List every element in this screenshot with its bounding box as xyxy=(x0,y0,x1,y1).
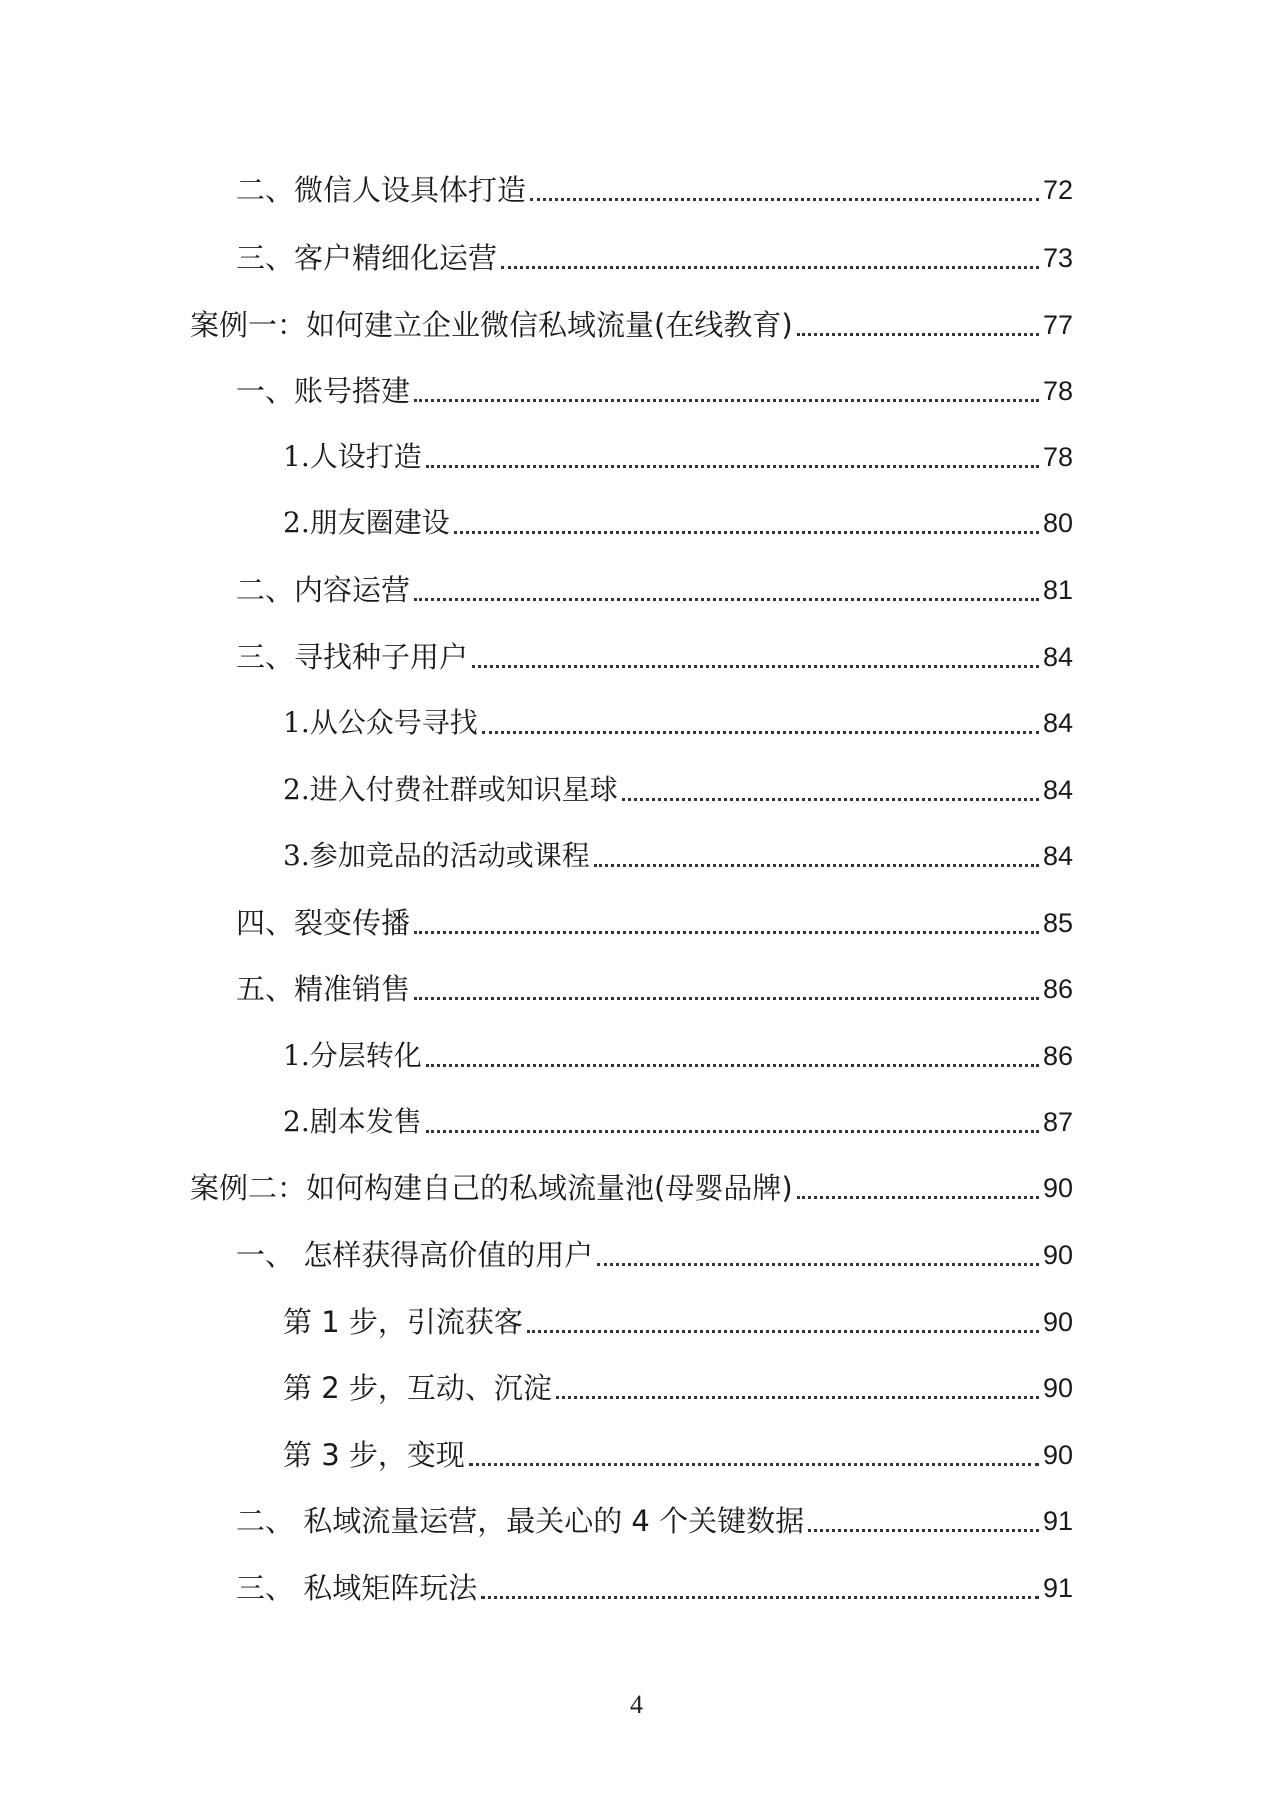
toc-entry-title: 四、裂变传播 xyxy=(236,906,411,940)
dot-leader xyxy=(530,198,1039,201)
toc-entry-title: 三、 私域矩阵玩法 xyxy=(236,1571,478,1605)
toc-entry-page: 73 xyxy=(1042,243,1073,273)
toc-entry[interactable] xyxy=(236,969,1073,1009)
dot-leader xyxy=(594,864,1039,867)
dot-leader xyxy=(472,665,1039,668)
toc-entry[interactable] xyxy=(283,437,1073,477)
toc-entry-title: 2.剧本发售 xyxy=(283,1105,422,1138)
toc-entry-page: 84 xyxy=(1042,708,1073,738)
toc-entry-title: 二、微信人设具体打造 xyxy=(236,173,527,207)
dot-leader xyxy=(426,1064,1039,1067)
dot-leader xyxy=(808,1529,1039,1532)
dot-leader xyxy=(414,598,1039,601)
toc-entry-page: 90 xyxy=(1042,1440,1073,1470)
dot-leader xyxy=(481,1596,1039,1599)
dot-leader xyxy=(426,1130,1039,1133)
toc-entry-title: 二、 私域流量运营，最关心的 4 个关键数据 xyxy=(236,1504,805,1538)
toc-entry-title: 1.人设打造 xyxy=(283,440,422,473)
toc-entry-title: 第 2 步，互动、沉淀 xyxy=(283,1371,552,1405)
toc-entry[interactable] xyxy=(236,1235,1073,1275)
toc-entry[interactable] xyxy=(236,371,1073,411)
toc-entry[interactable] xyxy=(283,703,1073,743)
dot-leader xyxy=(501,266,1039,269)
toc-entry[interactable] xyxy=(190,1168,1073,1208)
toc-entry[interactable] xyxy=(236,570,1073,610)
toc-entry[interactable] xyxy=(236,1568,1073,1608)
toc-entry-title: 2.朋友圈建设 xyxy=(283,506,450,539)
toc-entry-page: 86 xyxy=(1042,1041,1073,1071)
toc-entry[interactable] xyxy=(236,170,1073,210)
toc-entry-page: 91 xyxy=(1042,1506,1073,1536)
toc-entry-page: 78 xyxy=(1042,376,1073,406)
dot-leader xyxy=(414,399,1039,402)
toc-entry-title: 五、精准销售 xyxy=(236,972,411,1006)
toc-entry[interactable] xyxy=(236,1501,1073,1541)
toc-entry-page: 84 xyxy=(1042,841,1073,871)
toc-entry[interactable] xyxy=(283,1302,1073,1342)
toc-entry[interactable] xyxy=(283,836,1073,876)
toc-entry[interactable] xyxy=(236,238,1073,278)
toc-entry-page: 91 xyxy=(1042,1573,1073,1603)
dot-leader xyxy=(527,1330,1039,1333)
toc-entry-page: 72 xyxy=(1042,175,1073,205)
dot-leader xyxy=(797,1196,1039,1199)
dot-leader xyxy=(556,1396,1039,1399)
toc-entry-page: 81 xyxy=(1042,575,1073,605)
page-number: 4 xyxy=(630,1690,643,1719)
toc-entry-title: 一、 怎样获得高价值的用户 xyxy=(236,1238,594,1272)
toc-entry-page: 87 xyxy=(1042,1107,1073,1137)
dot-leader xyxy=(622,798,1039,801)
toc-entry[interactable] xyxy=(283,1036,1073,1076)
toc-entry-page: 90 xyxy=(1042,1173,1073,1203)
toc-entry-page: 78 xyxy=(1042,442,1073,472)
toc-entry-title: 案例二：如何构建自己的私域流量池(母婴品牌) xyxy=(190,1171,793,1205)
toc-entry-title: 二、内容运营 xyxy=(236,573,411,607)
toc-entry-page: 86 xyxy=(1042,974,1073,1004)
toc-entry[interactable] xyxy=(236,637,1073,677)
toc-entry-page: 90 xyxy=(1042,1240,1073,1270)
dot-leader xyxy=(414,931,1039,934)
toc-entry-page: 90 xyxy=(1042,1307,1073,1337)
toc-entry[interactable] xyxy=(283,1102,1073,1142)
dot-leader xyxy=(469,1463,1039,1466)
toc-entry[interactable] xyxy=(236,903,1073,943)
toc-entry[interactable] xyxy=(283,1368,1073,1408)
toc-entry[interactable] xyxy=(283,1435,1073,1475)
toc-entry-title: 1.从公众号寻找 xyxy=(283,706,478,739)
toc-entry-title: 1.分层转化 xyxy=(283,1039,422,1072)
toc-entry-title: 一、账号搭建 xyxy=(236,374,411,408)
toc-entry-title: 2.进入付费社群或知识星球 xyxy=(283,773,618,806)
toc-entry-title: 第 1 步，引流获客 xyxy=(283,1305,523,1339)
toc-entry-page: 85 xyxy=(1042,908,1073,938)
dot-leader xyxy=(597,1263,1039,1266)
toc-entry-page: 80 xyxy=(1042,508,1073,538)
toc-entry-title: 案例一：如何建立企业微信私域流量(在线教育) xyxy=(190,308,793,342)
dot-leader xyxy=(482,731,1039,734)
toc-entry-page: 84 xyxy=(1042,642,1073,672)
dot-leader xyxy=(426,465,1039,468)
toc-entry-title: 三、寻找种子用户 xyxy=(236,640,469,674)
toc-entry-page: 77 xyxy=(1042,310,1073,340)
dot-leader xyxy=(414,997,1039,1000)
toc-entry-page: 84 xyxy=(1042,775,1073,805)
toc-entry[interactable] xyxy=(190,305,1073,345)
toc-entry-title: 三、客户精细化运营 xyxy=(236,241,498,275)
toc-entry[interactable] xyxy=(283,503,1073,543)
toc-entry-title: 第 3 步，变现 xyxy=(283,1438,465,1472)
dot-leader xyxy=(454,531,1039,534)
toc-entry[interactable] xyxy=(283,770,1073,810)
toc-entry-page: 90 xyxy=(1042,1373,1073,1403)
dot-leader xyxy=(797,333,1039,336)
toc-entry-title: 3.参加竞品的活动或课程 xyxy=(283,839,590,872)
